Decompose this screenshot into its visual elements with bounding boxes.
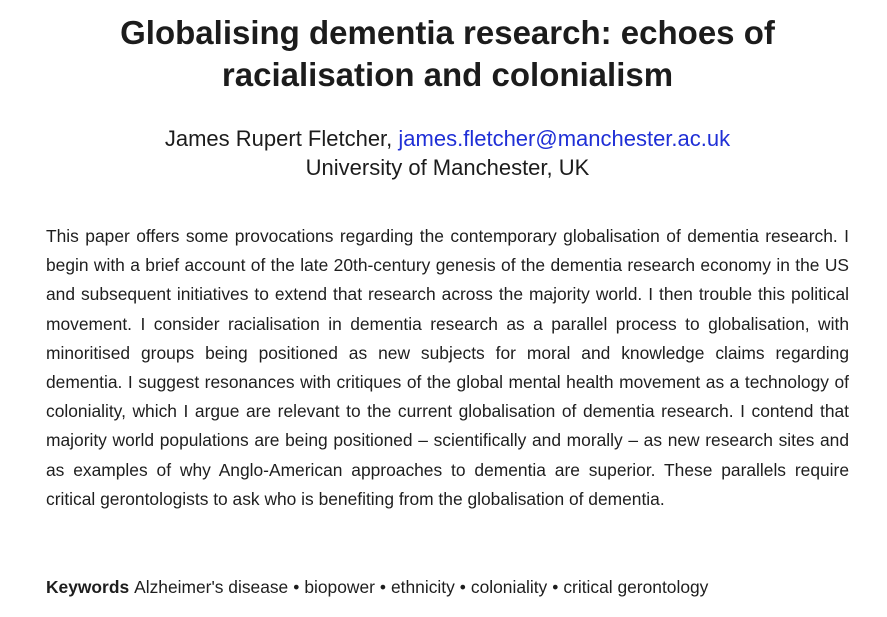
keyword-item: Alzheimer's disease (134, 577, 289, 597)
keywords-line (46, 573, 849, 602)
author-email-link[interactable]: james.fletcher@manchester.ac.uk (398, 126, 731, 151)
keyword-separator: • (552, 577, 559, 597)
author-name: James Rupert Fletcher, (164, 126, 393, 151)
abstract-text: This paper offers some provocations regarding the contemporary globalisation of dementia research. I begin with a brief account of the late 20th-century genesis of the dementia research economy in the US and subsequent initiatives to extend that research across the majority world. I then trouble this political movement. I consider racialisation in dementia research as a parallel process to globalisation, with minoritised groups being positioned as new subjects for moral and knowledge claims regarding dementia. I suggest resonances with critiques of the global mental health movement as a technology of coloniality, which I argue are relevant to the current globalisation of dementia research. I contend that majority world populations are being positioned – scientifically and morally – as new research sites and as examples of why Anglo-American approaches to dementia are superior. These parallels require critical gerontologists to ask who is benefiting from the globalisation of dementia. (46, 226, 849, 509)
keyword-item: critical gerontology (563, 577, 709, 597)
keyword-item: ethnicity (391, 577, 455, 597)
keyword-separator: • (459, 577, 466, 597)
keyword-item: coloniality (470, 577, 548, 597)
keyword-separator: • (293, 577, 300, 597)
author-affiliation: University of Manchester, UK (305, 155, 590, 180)
keyword-separator: • (379, 577, 386, 597)
keyword-item: biopower (304, 577, 375, 597)
keywords-label: Keywords (46, 577, 130, 597)
paper-title: Globalising dementia research: echoes of racialisation and colonialism (120, 14, 775, 93)
author-line (40, 124, 855, 153)
